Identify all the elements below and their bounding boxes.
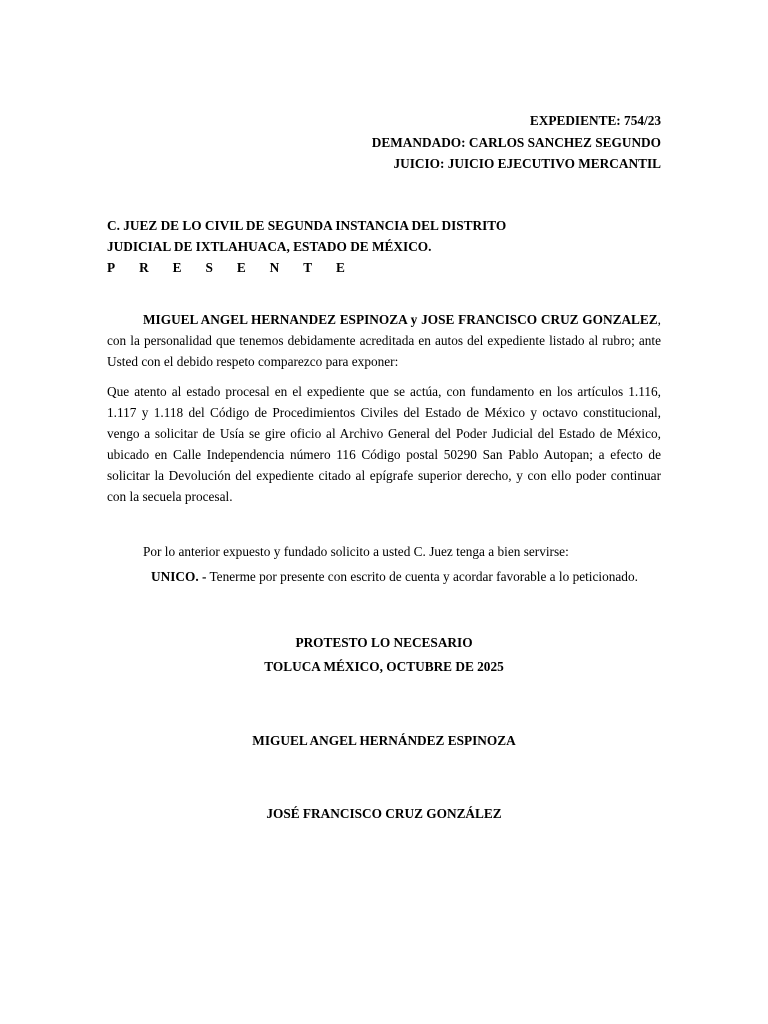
unico-text: Tenerme por presente con escrito de cuenta y acordar favorable a lo peticionado. (206, 569, 638, 584)
unico-label: UNICO. - (151, 569, 207, 584)
presente-letter: E (336, 260, 345, 275)
addressee-line-1: C. JUEZ DE LO CIVIL DE SEGUNDA INSTANCIA DEL DISTRITO (107, 218, 507, 233)
case-header (372, 110, 661, 175)
addressee-line-2: JUDICIAL DE IXTLAHUACA, ESTADO DE MÉXICO. (107, 239, 432, 254)
presente-letter: S (205, 260, 213, 275)
presente-letter: T (303, 260, 313, 275)
place-date-line: TOLUCA MÉXICO, OCTUBRE DE 2025 (264, 659, 504, 674)
addressee-block (107, 215, 661, 278)
presente-letter: N (269, 260, 280, 275)
presente-letter: R (139, 260, 149, 275)
signature-name-2: JOSÉ FRANCISCO CRUZ GONZÁLEZ (266, 806, 502, 821)
petition-intro-paragraph: Por lo anterior expuesto y fundado solicito a usted C. Juez tenga a bien servirse: (143, 544, 569, 559)
request-paragraph: Que atento al estado procesal en el expediente que se actúa, con fundamento en los artículos 1.116, 1.117 y 1.118 del Código de Procedimientos Civiles del Estado de México y octavo constitucional, vengo a solicitar de Usía se gire oficio al Archivo General del Poder Judicial del Estado de México, ubicado en Calle Independencia número 116 Código postal 50290 San Pablo Autopan; a efecto de solicitar la Devolución del expediente citado al epígrafe superior derecho, y con ello poder continuar con la secuela procesal. (107, 384, 661, 504)
defendant: DEMANDADO: CARLOS SANCHEZ SEGUNDO (371, 134, 661, 150)
protesto-line: PROTESTO LO NECESARIO (295, 635, 473, 650)
presente-letter: P (107, 260, 116, 275)
unico-paragraph (107, 568, 661, 585)
presente-line (107, 257, 345, 278)
presente-letter: E (236, 260, 246, 275)
intro-text: , con la personalidad que tenemos debidamente acreditada en autos del expediente listado al rubro; ante Usted con el debido respeto comparezco para exponer: (107, 312, 661, 369)
signature-name-1: MIGUEL ANGEL HERNÁNDEZ ESPINOZA (252, 733, 516, 748)
presente-letter: E (172, 260, 182, 275)
intro-paragraph (107, 309, 661, 372)
petitioner-names: MIGUEL ANGEL HERNANDEZ ESPINOZA y JOSE FRANCISCO CRUZ GONZALEZ (143, 312, 658, 327)
trial-type: JUICIO: JUICIO EJECUTIVO MERCANTIL (393, 156, 661, 171)
case-number: EXPEDIENTE: 754/23 (529, 113, 661, 128)
